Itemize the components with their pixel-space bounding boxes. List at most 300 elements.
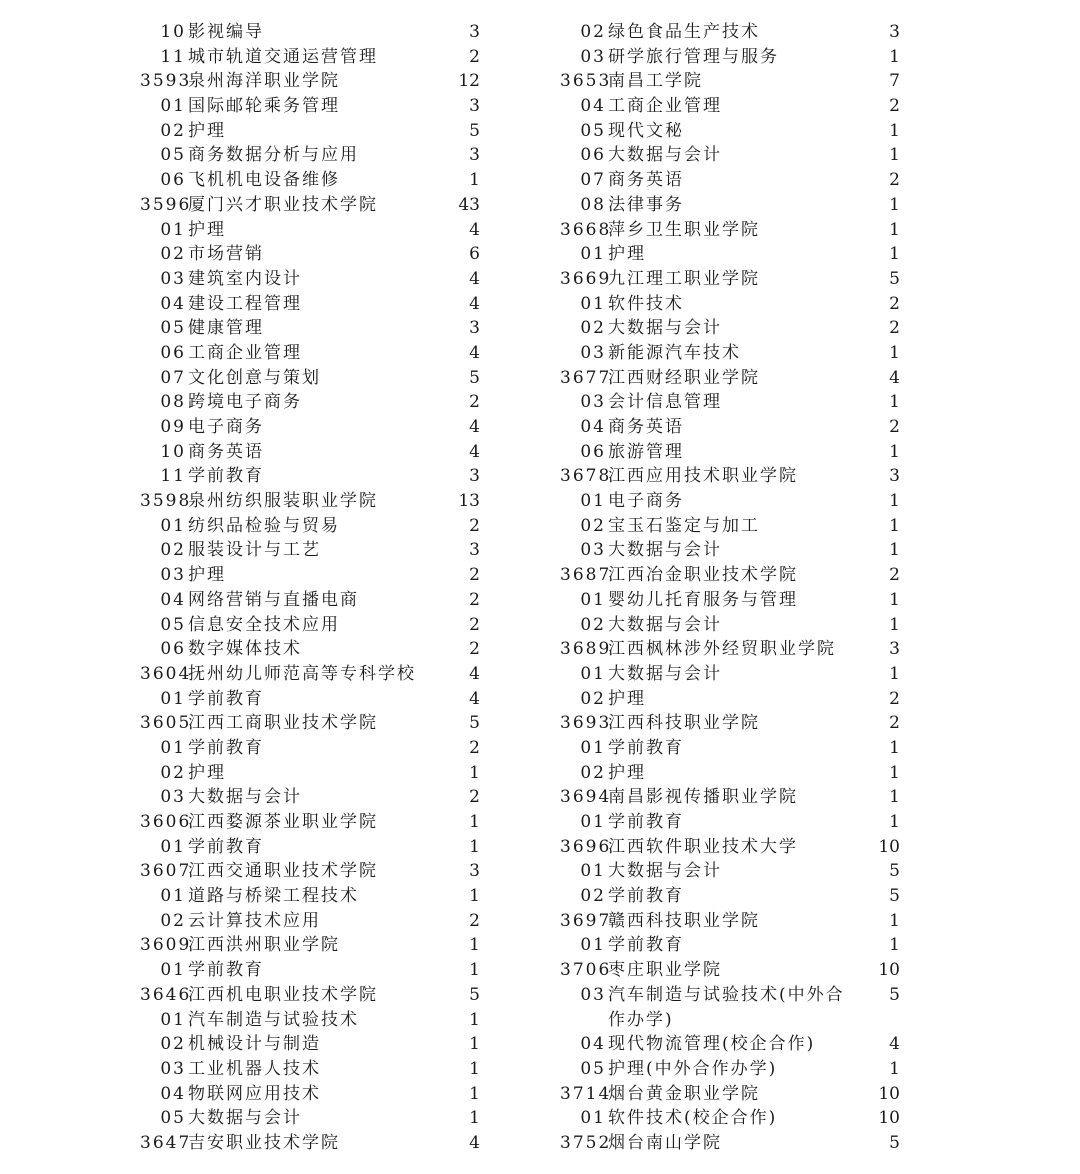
major-row bbox=[140, 958, 480, 983]
quota-count: 2 bbox=[889, 713, 900, 734]
school-row bbox=[140, 489, 480, 514]
major-name: 旅游管理 bbox=[608, 441, 684, 462]
school-code: 3677 bbox=[560, 367, 612, 388]
major-name: 服装设计与工艺 bbox=[188, 540, 321, 561]
major-name: 文化创意与策划 bbox=[188, 367, 321, 388]
major-name: 研学旅行管理与服务 bbox=[608, 46, 779, 67]
major-code: 10 bbox=[160, 441, 186, 462]
quota-count: 2 bbox=[469, 787, 480, 808]
major-name: 信息安全技术应用 bbox=[188, 614, 340, 635]
school-name: 江西财经职业学院 bbox=[608, 367, 760, 388]
school-code: 3689 bbox=[560, 639, 612, 660]
major-row bbox=[140, 341, 480, 366]
major-row bbox=[140, 20, 480, 45]
quota-count: 10 bbox=[878, 836, 900, 857]
major-code: 11 bbox=[160, 466, 186, 487]
major-code: 01 bbox=[580, 861, 606, 882]
quota-count: 1 bbox=[889, 540, 900, 561]
school-row bbox=[560, 464, 900, 489]
school-code: 3693 bbox=[560, 713, 612, 734]
school-name: 泉州海洋职业学院 bbox=[188, 71, 340, 92]
major-name: 护理 bbox=[608, 762, 646, 783]
school-name: 江西软件职业技术大学 bbox=[608, 836, 798, 857]
major-row bbox=[140, 563, 480, 588]
major-row bbox=[140, 588, 480, 613]
major-row bbox=[140, 1032, 480, 1057]
major-code: 02 bbox=[160, 1034, 186, 1055]
major-code: 02 bbox=[580, 318, 606, 339]
major-code: 01 bbox=[160, 688, 186, 709]
quota-count: 2 bbox=[469, 737, 480, 758]
major-code: 01 bbox=[160, 219, 186, 240]
major-code: 01 bbox=[160, 960, 186, 981]
major-code: 03 bbox=[160, 787, 186, 808]
school-name: 南昌工学院 bbox=[608, 71, 703, 92]
major-row bbox=[560, 415, 900, 440]
quota-count: 3 bbox=[469, 861, 480, 882]
school-code: 3696 bbox=[560, 836, 612, 857]
major-row bbox=[140, 316, 480, 341]
major-name: 数字媒体技术 bbox=[188, 639, 302, 660]
major-name: 新能源汽车技术 bbox=[608, 342, 741, 363]
major-row bbox=[140, 1082, 480, 1107]
major-row bbox=[560, 440, 900, 465]
quota-count: 1 bbox=[469, 886, 480, 907]
quota-count: 1 bbox=[889, 46, 900, 67]
school-code: 3609 bbox=[140, 935, 192, 956]
major-name: 学前教育 bbox=[608, 812, 684, 832]
major-row bbox=[560, 390, 900, 415]
school-row bbox=[560, 563, 900, 588]
quota-count: 1 bbox=[469, 762, 480, 783]
major-code: 02 bbox=[580, 614, 606, 635]
quota-count: 2 bbox=[469, 589, 480, 610]
quota-count: 1 bbox=[469, 1034, 480, 1055]
major-row bbox=[140, 514, 480, 539]
major-code: 02 bbox=[580, 762, 606, 783]
major-row bbox=[140, 687, 480, 712]
school-code: 3714 bbox=[560, 1083, 612, 1104]
quota-count: 3 bbox=[469, 96, 480, 117]
school-code: 3606 bbox=[140, 812, 192, 832]
major-name: 学前教育 bbox=[608, 935, 684, 956]
school-code: 3647 bbox=[140, 1132, 192, 1153]
major-name: 婴幼儿托育服务与管理 bbox=[608, 589, 798, 610]
major-row bbox=[560, 736, 900, 761]
major-code: 03 bbox=[160, 1058, 186, 1079]
school-row bbox=[140, 1131, 480, 1156]
school-name: 江西交通职业技术学院 bbox=[188, 861, 378, 882]
major-code: 09 bbox=[160, 417, 186, 437]
major-row bbox=[560, 341, 900, 366]
major-name: 护理 bbox=[608, 688, 646, 709]
major-code: 05 bbox=[160, 145, 186, 166]
major-name: 大数据与会计 bbox=[188, 1108, 302, 1129]
major-row bbox=[140, 390, 480, 415]
major-row bbox=[560, 1057, 900, 1082]
school-name: 江西机电职业技术学院 bbox=[188, 984, 378, 1005]
major-name: 电子商务 bbox=[608, 491, 684, 512]
major-code: 03 bbox=[580, 342, 606, 363]
left-column bbox=[140, 20, 480, 1156]
major-row bbox=[560, 1106, 900, 1131]
major-name: 宝玉石鉴定与加工 bbox=[608, 515, 760, 536]
quota-count: 2 bbox=[889, 417, 900, 437]
major-code: 03 bbox=[580, 46, 606, 67]
major-name: 影视编导 bbox=[188, 22, 264, 42]
major-name: 学前教育 bbox=[188, 466, 264, 487]
major-row bbox=[140, 538, 480, 563]
school-code: 3697 bbox=[560, 910, 612, 931]
quota-count: 1 bbox=[469, 960, 480, 981]
major-name: 护理 bbox=[608, 244, 646, 265]
quota-count: 1 bbox=[889, 935, 900, 956]
school-code: 3694 bbox=[560, 787, 612, 808]
school-name: 烟台黄金职业学院 bbox=[608, 1083, 760, 1104]
quota-count: 10 bbox=[878, 960, 900, 981]
major-name: 学前教育 bbox=[188, 737, 264, 758]
quota-count: 3 bbox=[469, 22, 480, 42]
school-row bbox=[140, 859, 480, 884]
major-name: 工商企业管理 bbox=[188, 342, 302, 363]
major-code: 04 bbox=[160, 589, 186, 610]
quota-count: 2 bbox=[889, 565, 900, 586]
right-column bbox=[560, 20, 900, 1156]
major-name: 汽车制造与试验技术(中外合作办学) bbox=[608, 984, 845, 1030]
major-code: 08 bbox=[580, 194, 606, 215]
major-row bbox=[560, 489, 900, 514]
major-row bbox=[560, 687, 900, 712]
major-name: 护理 bbox=[188, 565, 226, 586]
major-name: 大数据与会计 bbox=[608, 861, 722, 882]
major-row bbox=[140, 1057, 480, 1082]
quota-count: 5 bbox=[889, 861, 900, 882]
quota-count: 2 bbox=[469, 910, 480, 931]
major-code: 05 bbox=[160, 318, 186, 339]
quota-count: 3 bbox=[889, 466, 900, 487]
school-row bbox=[560, 1131, 900, 1156]
major-row bbox=[140, 884, 480, 909]
quota-count: 1 bbox=[469, 1058, 480, 1079]
school-code: 3598 bbox=[140, 491, 192, 512]
major-row bbox=[560, 292, 900, 317]
major-code: 01 bbox=[160, 836, 186, 857]
quota-count: 1 bbox=[889, 145, 900, 166]
school-name: 萍乡卫生职业学院 bbox=[608, 219, 760, 240]
quota-count: 1 bbox=[889, 737, 900, 758]
major-name: 软件技术(校企合作) bbox=[608, 1108, 778, 1129]
quota-count: 2 bbox=[469, 639, 480, 660]
major-code: 03 bbox=[160, 565, 186, 586]
school-row bbox=[140, 711, 480, 736]
quota-count: 4 bbox=[469, 293, 480, 314]
school-row bbox=[140, 193, 480, 218]
school-row bbox=[140, 662, 480, 687]
quota-count: 1 bbox=[889, 194, 900, 215]
major-name: 跨境电子商务 bbox=[188, 392, 302, 413]
quota-count: 1 bbox=[889, 1058, 900, 1079]
major-code: 02 bbox=[160, 762, 186, 783]
quota-count: 6 bbox=[469, 244, 480, 265]
major-row bbox=[560, 859, 900, 884]
major-code: 01 bbox=[160, 96, 186, 117]
school-name: 赣西科技职业学院 bbox=[608, 910, 760, 931]
major-code: 01 bbox=[160, 515, 186, 536]
major-code: 05 bbox=[580, 120, 606, 141]
major-name: 城市轨道交通运营管理 bbox=[188, 46, 378, 67]
quota-count: 1 bbox=[889, 441, 900, 462]
quota-count: 1 bbox=[469, 170, 480, 191]
quota-count: 1 bbox=[889, 392, 900, 413]
major-code: 01 bbox=[580, 293, 606, 314]
quota-count: 1 bbox=[889, 812, 900, 832]
school-name: 抚州幼儿师范高等专科学校 bbox=[188, 663, 416, 684]
quota-count: 3 bbox=[889, 22, 900, 42]
major-row bbox=[140, 242, 480, 267]
quota-count: 2 bbox=[469, 46, 480, 67]
major-code: 01 bbox=[160, 1009, 186, 1030]
major-code: 07 bbox=[160, 367, 186, 388]
major-row bbox=[560, 662, 900, 687]
major-name: 现代文秘 bbox=[608, 120, 684, 141]
major-row bbox=[560, 613, 900, 638]
major-name: 市场营销 bbox=[188, 244, 264, 265]
school-code: 3706 bbox=[560, 960, 612, 981]
quota-count: 4 bbox=[469, 663, 480, 684]
quota-count: 2 bbox=[889, 96, 900, 117]
major-name: 物联网应用技术 bbox=[188, 1083, 321, 1104]
quota-count: 5 bbox=[889, 886, 900, 907]
major-name: 学前教育 bbox=[608, 886, 684, 907]
quota-count: 1 bbox=[889, 120, 900, 141]
major-row bbox=[560, 514, 900, 539]
major-code: 05 bbox=[160, 614, 186, 635]
major-name: 现代物流管理(校企合作) bbox=[608, 1034, 816, 1055]
major-row bbox=[560, 94, 900, 119]
major-code: 01 bbox=[580, 244, 606, 265]
quota-count: 12 bbox=[458, 71, 480, 92]
major-name: 工商企业管理 bbox=[608, 96, 722, 117]
quota-count: 4 bbox=[469, 688, 480, 709]
quota-count: 10 bbox=[878, 1083, 900, 1104]
quota-count: 5 bbox=[469, 120, 480, 141]
major-code: 03 bbox=[580, 984, 606, 1005]
school-name: 吉安职业技术学院 bbox=[188, 1132, 340, 1153]
school-code: 3607 bbox=[140, 861, 192, 882]
quota-count: 2 bbox=[469, 515, 480, 536]
major-name: 护理 bbox=[188, 219, 226, 240]
major-name: 道路与桥梁工程技术 bbox=[188, 886, 359, 907]
school-code: 3668 bbox=[560, 219, 612, 240]
quota-count: 1 bbox=[889, 663, 900, 684]
quota-count: 4 bbox=[469, 219, 480, 240]
major-row bbox=[560, 168, 900, 193]
school-code: 3646 bbox=[140, 984, 192, 1005]
major-row bbox=[140, 94, 480, 119]
quota-count: 5 bbox=[469, 367, 480, 388]
school-code: 3596 bbox=[140, 194, 192, 215]
major-name: 软件技术 bbox=[608, 293, 684, 314]
school-code: 3669 bbox=[560, 268, 612, 289]
major-row bbox=[560, 20, 900, 45]
quota-count: 1 bbox=[469, 1009, 480, 1030]
major-row bbox=[140, 292, 480, 317]
school-row bbox=[560, 711, 900, 736]
quota-count: 2 bbox=[469, 392, 480, 413]
quota-count: 1 bbox=[889, 491, 900, 512]
school-code: 3593 bbox=[140, 71, 192, 92]
major-row bbox=[140, 168, 480, 193]
major-row bbox=[140, 415, 480, 440]
school-row bbox=[140, 933, 480, 958]
major-name: 会计信息管理 bbox=[608, 392, 722, 413]
school-name: 厦门兴才职业技术学院 bbox=[188, 194, 378, 215]
quota-count: 1 bbox=[889, 219, 900, 240]
quota-count: 4 bbox=[889, 1034, 900, 1055]
school-name: 江西洪州职业学院 bbox=[188, 935, 340, 956]
major-row bbox=[560, 538, 900, 563]
major-row bbox=[140, 1008, 480, 1033]
quota-count: 2 bbox=[469, 565, 480, 586]
quota-count: 4 bbox=[889, 367, 900, 388]
quota-count: 1 bbox=[889, 244, 900, 265]
quota-count: 1 bbox=[889, 614, 900, 635]
major-code: 01 bbox=[580, 812, 606, 832]
school-name: 江西应用技术职业学院 bbox=[608, 466, 798, 487]
school-name: 江西科技职业学院 bbox=[608, 713, 760, 734]
major-code: 02 bbox=[160, 244, 186, 265]
school-name: 江西婺源茶业职业学院 bbox=[188, 812, 378, 832]
major-row bbox=[140, 613, 480, 638]
major-name: 纺织品检验与贸易 bbox=[188, 515, 340, 536]
major-code: 02 bbox=[580, 22, 606, 42]
quota-count: 1 bbox=[889, 910, 900, 931]
major-row bbox=[560, 45, 900, 70]
quota-count: 4 bbox=[469, 417, 480, 437]
major-code: 01 bbox=[160, 886, 186, 907]
major-code: 01 bbox=[160, 737, 186, 758]
major-name: 大数据与会计 bbox=[188, 787, 302, 808]
school-name: 烟台南山学院 bbox=[608, 1132, 722, 1153]
major-row bbox=[140, 1106, 480, 1131]
quota-count: 3 bbox=[889, 639, 900, 660]
school-row bbox=[560, 958, 900, 983]
major-name: 护理(中外合作办学) bbox=[608, 1058, 778, 1079]
major-name: 云计算技术应用 bbox=[188, 910, 321, 931]
quota-count: 7 bbox=[889, 71, 900, 92]
school-row bbox=[560, 1082, 900, 1107]
school-name: 枣庄职业学院 bbox=[608, 960, 722, 981]
major-code: 03 bbox=[160, 268, 186, 289]
major-name: 电子商务 bbox=[188, 417, 264, 437]
major-row bbox=[560, 884, 900, 909]
major-row bbox=[560, 119, 900, 144]
quota-count: 2 bbox=[889, 293, 900, 314]
major-code: 06 bbox=[160, 170, 186, 191]
major-row bbox=[140, 637, 480, 662]
major-row bbox=[140, 909, 480, 934]
school-row bbox=[560, 366, 900, 391]
major-name: 学前教育 bbox=[188, 688, 264, 709]
school-name: 九江理工职业学院 bbox=[608, 268, 760, 289]
quota-count: 3 bbox=[469, 540, 480, 561]
quota-count: 1 bbox=[469, 935, 480, 956]
major-row bbox=[560, 242, 900, 267]
quota-count: 1 bbox=[889, 515, 900, 536]
major-row bbox=[140, 761, 480, 786]
major-name: 汽车制造与试验技术 bbox=[188, 1009, 359, 1030]
major-name: 学前教育 bbox=[608, 737, 684, 758]
quota-count: 2 bbox=[889, 688, 900, 709]
quota-count: 3 bbox=[469, 466, 480, 487]
major-code: 01 bbox=[580, 491, 606, 512]
school-code: 3687 bbox=[560, 565, 612, 586]
quota-count: 1 bbox=[889, 342, 900, 363]
school-code: 3604 bbox=[140, 663, 192, 684]
quota-count: 2 bbox=[889, 318, 900, 339]
quota-count: 43 bbox=[458, 194, 480, 215]
school-code: 3678 bbox=[560, 466, 612, 487]
major-name: 绿色食品生产技术 bbox=[608, 22, 760, 42]
school-row bbox=[560, 69, 900, 94]
school-name: 泉州纺织服装职业学院 bbox=[188, 491, 378, 512]
major-code: 03 bbox=[580, 540, 606, 561]
quota-count: 1 bbox=[889, 589, 900, 610]
major-code: 08 bbox=[160, 392, 186, 413]
school-row bbox=[140, 810, 480, 835]
major-code: 02 bbox=[160, 540, 186, 561]
quota-count: 3 bbox=[469, 145, 480, 166]
school-name: 南昌影视传播职业学院 bbox=[608, 787, 798, 808]
major-code: 01 bbox=[580, 935, 606, 956]
major-name: 国际邮轮乘务管理 bbox=[188, 96, 340, 117]
quota-count: 5 bbox=[469, 713, 480, 734]
major-row bbox=[140, 45, 480, 70]
major-row bbox=[560, 143, 900, 168]
quota-count: 5 bbox=[889, 984, 900, 1005]
major-code: 06 bbox=[160, 639, 186, 660]
major-code: 06 bbox=[580, 441, 606, 462]
school-name: 江西冶金职业技术学院 bbox=[608, 565, 798, 586]
quota-count: 10 bbox=[878, 1108, 900, 1129]
major-name: 建设工程管理 bbox=[188, 293, 302, 314]
major-code: 04 bbox=[580, 96, 606, 117]
school-code: 3752 bbox=[560, 1132, 612, 1153]
major-code: 02 bbox=[160, 120, 186, 141]
school-name: 江西工商职业技术学院 bbox=[188, 713, 378, 734]
major-name: 商务数据分析与应用 bbox=[188, 145, 359, 166]
major-name: 商务英语 bbox=[608, 170, 684, 191]
school-row bbox=[560, 637, 900, 662]
major-code: 04 bbox=[160, 293, 186, 314]
school-row bbox=[140, 69, 480, 94]
school-code: 3605 bbox=[140, 713, 192, 734]
major-name: 大数据与会计 bbox=[608, 540, 722, 561]
quota-count: 5 bbox=[469, 984, 480, 1005]
school-row bbox=[560, 267, 900, 292]
major-name: 大数据与会计 bbox=[608, 318, 722, 339]
major-name: 网络营销与直播电商 bbox=[188, 589, 359, 610]
major-name: 大数据与会计 bbox=[608, 614, 722, 635]
school-row bbox=[140, 983, 480, 1008]
major-row bbox=[560, 193, 900, 218]
major-name: 学前教育 bbox=[188, 960, 264, 981]
quota-count: 5 bbox=[889, 268, 900, 289]
quota-count: 2 bbox=[889, 170, 900, 191]
quota-count: 3 bbox=[469, 318, 480, 339]
quota-count: 1 bbox=[469, 812, 480, 832]
major-row bbox=[140, 267, 480, 292]
